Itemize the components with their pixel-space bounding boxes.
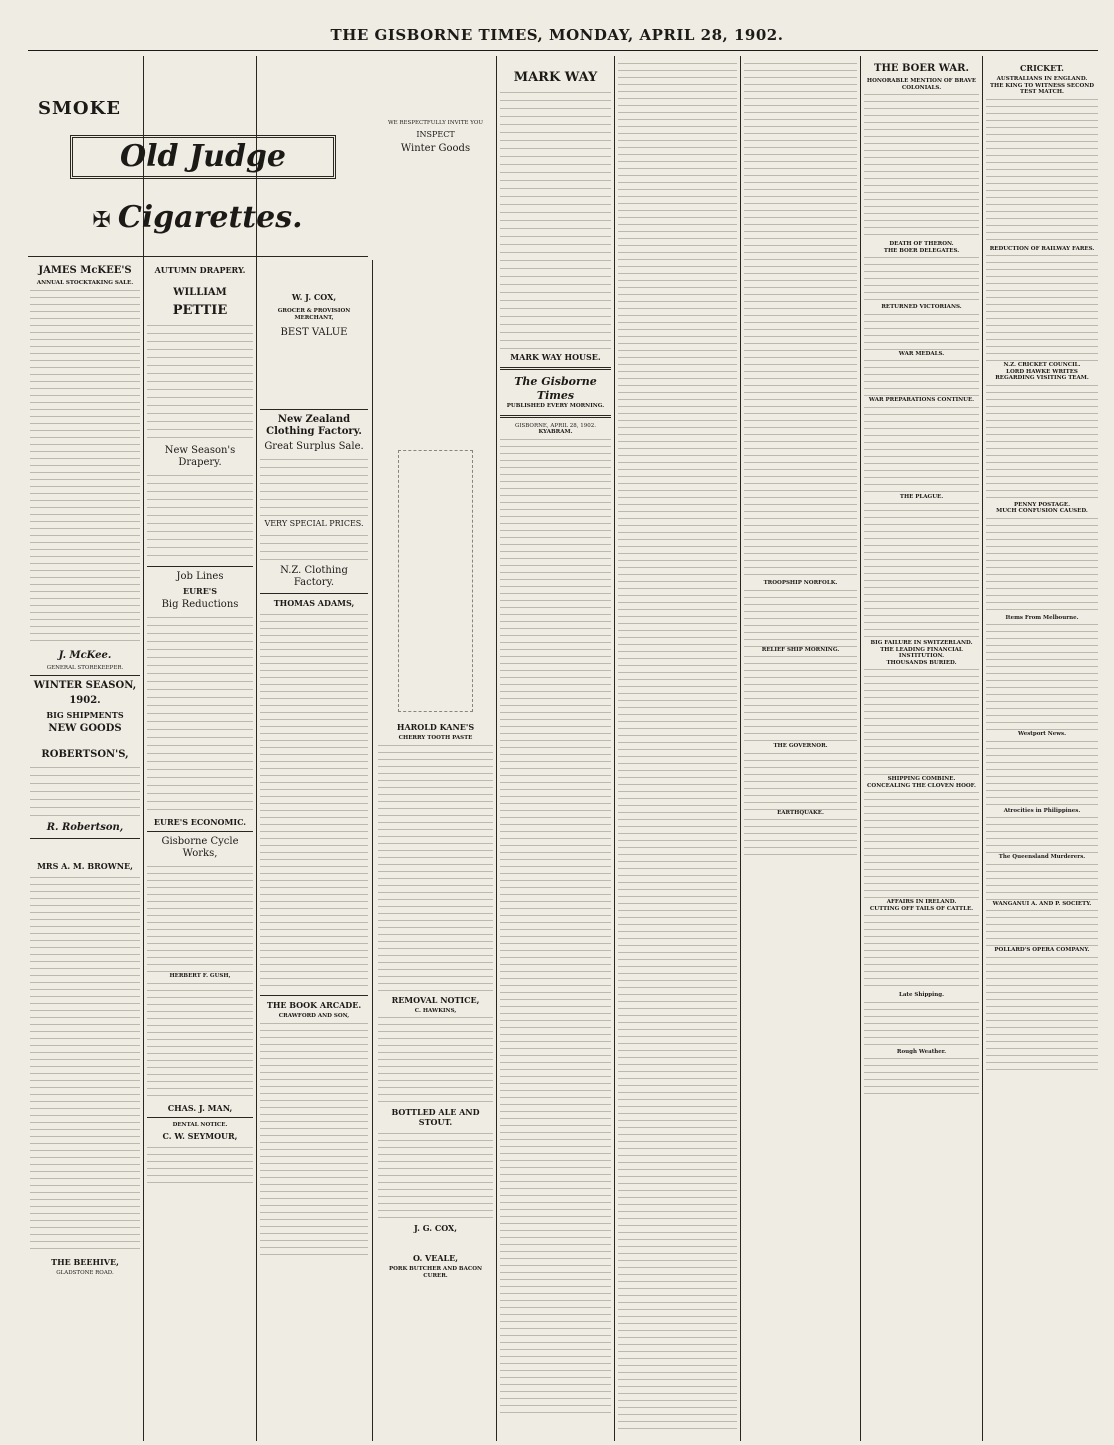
medals-body [864,357,979,397]
divider [147,566,253,567]
robertson-name: ROBERTSON'S, [41,749,129,760]
westport-body [986,738,1098,808]
book-arcade: THE BOOK ARCADE. [266,1000,362,1010]
new-goods: NEW GOODS [48,723,122,734]
mckee-signature: J. McKee. [58,649,112,661]
thousands-buried: THOUSANDS BURIED. [886,659,957,666]
nz-clothing-factory-2: N.Z. Clothing Factory. [280,565,348,588]
column-5 [500,60,611,1435]
kane-body [378,742,493,992]
queensland-body [986,861,1098,901]
great-surplus-sale: Great Surplus Sale. [264,441,364,452]
mckee-role: GENERAL STOREKEEPER. [46,664,124,671]
death-theron: DEATH OF THERON. [889,241,954,247]
seymour-name: C. W. SEYMOUR, [162,1131,238,1141]
divider [500,367,611,370]
new-seasons-drapery: New Season's Drapery. [164,445,236,468]
penny-postage: PENNY POSTAGE. [1014,501,1070,508]
column-divider [496,56,497,1441]
column-divider [256,56,257,1441]
cutting-tails: CUTTING OFF TAILS OF CATTLE. [869,905,974,912]
late-shipping: Late Shipping. [899,992,944,998]
cricket-body [986,96,1098,246]
boer-delegates: THE BOER DELEGATES. [883,247,960,254]
failure-body [864,666,979,776]
column-6 [618,60,737,1435]
column-divider [372,260,373,1441]
adams-body [260,611,368,991]
railway-body [986,252,1098,362]
divider [147,831,253,832]
pettie-last-name: PETTIE [172,303,228,318]
thomas-adams: THOMAS ADAMS, [273,598,355,608]
article-head: KYABRAM. [538,429,573,435]
gisborne-cycle-works: Gisborne Cycle Works, [161,836,239,859]
advert-rule [28,256,368,257]
mckee-title: JAMES McKEE'S [38,265,132,276]
big-reductions: Big Reductions [161,599,239,610]
lord-hawke: LORD HAWKE WRITES REGARDING VISITING TEAM. [995,368,1089,381]
column-7 [744,60,857,1435]
cycle-body [147,863,253,973]
wanganui-society: WANGANUI A. AND P. SOCIETY. [992,900,1092,907]
removal-notice: REMOVAL NOTICE, [391,994,480,1005]
relief-body [744,653,857,743]
king-witness: THE KING TO WITNESS SECOND TEST MATCH. [989,82,1095,95]
column-3 [260,262,368,1437]
published-every-morning: PUBLISHED EVERY MORNING. [506,403,605,409]
divider [260,995,368,996]
pollard-body [986,954,1098,1074]
butcher-role: PORK BUTCHER AND BACON CURER. [388,1266,483,1279]
surplus-body [260,456,368,516]
surplus-body-2 [260,532,368,562]
pettie-body-2 [147,472,253,562]
boer-war-title: THE BOER WAR. [874,63,969,74]
masthead-title: THE GISBORNE TIMES, MONDAY, APRIL 28, 1902. [330,26,784,44]
mark-way-title: MARK WAY [513,70,598,85]
mckee-subtitle: ANNUAL STOCKTAKING SALE. [36,280,134,286]
kane-product: CHERRY TOOTH PASTE [398,735,473,741]
column-divider [982,56,983,1441]
old-judge-brand: Old Judge [120,139,286,174]
column-8 [864,60,979,1435]
column-1 [30,262,140,1437]
cox-dentist: J. G. COX, [413,1223,458,1233]
pollard-opera: POLLARD'S OPERA COMPANY. [994,947,1090,953]
leading-financial: THE LEADING FINANCIAL INSTITUTION. [880,646,963,659]
ornament-icon: ✠ [92,208,118,233]
gush-name: HERBERT F. GUSH, [169,973,231,979]
dental-notice: DENTAL NOTICE. [172,1121,228,1128]
earthquake-body [744,816,857,856]
troopship-heading: TROOPSHIP NORFOLK. [763,580,838,586]
chas-name: CHAS. J. MAN, [167,1102,233,1113]
relief-ship-heading: RELIEF SHIP MORNING. [761,646,840,653]
column-divider [740,56,741,1441]
preparations-body [864,404,979,494]
crawford-name: CRAWFORD AND SON, [278,1013,350,1019]
cox-role: GROCER & PROVISION MERCHANT, [277,308,351,321]
hawkins-name: C. HAWKINS, [414,1007,457,1014]
governor-heading: THE GOVERNOR. [773,743,828,749]
eures-economic: EURE'S ECONOMIC. [153,817,247,827]
divider [500,415,611,418]
cox-name: W. J. COX, [291,292,337,302]
masthead-rule [28,50,1098,51]
beehive-body [30,874,140,1254]
war-medals: WAR MEDALS. [898,350,945,357]
veale-name: O. VEALE, [412,1253,459,1263]
news-body [618,60,737,1430]
railway-fares: REDUCTION OF RAILWAY FARES. [989,245,1095,252]
weather-body [864,1055,979,1095]
hawke-body [986,382,1098,502]
hawkins-body [378,1014,493,1104]
gush-body [147,980,253,1100]
pettie-first-name: WILLIAM [173,287,227,298]
column-9 [986,60,1098,1435]
beehive-proprietor: MRS A. M. BROWNE, [37,861,133,871]
shipping-combine: SHIPPING COMBINE. [887,776,956,782]
bottled-ale: BOTTLED ALE AND STOUT. [391,1107,480,1127]
items-melbourne: Items From Melbourne. [1005,614,1079,621]
beehive-footer: THE BEEHIVE, [51,1257,119,1267]
cigarettes-heading [30,200,365,235]
boer-body [864,91,979,241]
smoke-heading: SMOKE [38,98,121,119]
column-divider [860,56,861,1441]
mckee-body [30,287,140,647]
best-value: BEST VALUE [280,327,348,338]
old-judge-box [70,135,336,179]
postage-body [986,515,1098,615]
victorians-body [864,311,979,351]
plague-heading: THE PLAGUE. [899,493,944,500]
inspect-heading: INSPECT [416,129,455,139]
eures-body [147,614,253,814]
paper-masthead: The Gisborne Times [514,375,597,402]
robertson-body [30,764,140,819]
westport-news: Westport News. [1017,731,1066,737]
philippines-body [986,814,1098,854]
wanganui-body [986,907,1098,947]
war-preparations: WAR PREPARATIONS CONTINUE. [868,397,975,403]
pettie-body [147,322,253,442]
divider [260,409,368,410]
cigarettes-brand: Cigarettes. [117,200,303,235]
ireland-body [864,912,979,992]
delegates-body [864,254,979,304]
winter-goods: Winter Goods [400,142,471,154]
big-shipments: BIG SHIPMENTS [46,710,124,720]
australians-england: AUSTRALIANS IN ENGLAND. [996,76,1088,82]
column-divider [143,56,144,1441]
job-lines: Job Lines [176,571,224,582]
honourable-mention: HONORABLE MENTION OF BRAVE COLONIALS. [866,78,977,91]
melbourne-body [986,621,1098,731]
divider [147,1117,253,1118]
divider [30,838,140,839]
shipping-body [864,999,979,1049]
column-2 [147,262,253,1437]
combine-body [864,789,979,899]
autumn-drapery-title: AUTUMN DRAPERY. [154,265,246,275]
nz-cricket-council: N.Z. CRICKET COUNCIL. [1003,362,1081,368]
beehive-address: GLADSTONE ROAD. [56,1270,114,1276]
very-special-prices: VERY SPECIAL PRICES. [264,519,364,528]
column-divider [614,56,615,1441]
mark-way-body [500,89,611,349]
divider [30,675,140,676]
returned-victorians: RETURNED VICTORIANS. [881,304,962,310]
mark-way-house: MARK WAY HOUSE. [510,352,601,362]
cricket-heading: CRICKET. [1020,63,1064,73]
inspect-invite: WE RESPECTFULLY INVITE YOU [387,120,484,126]
winter-season-year: 1902. [69,695,101,706]
kane-name: HAROLD KANE'S [396,722,475,732]
troopship-body [744,587,857,647]
divider [260,593,368,594]
column-4 [378,440,493,1437]
bottled-body [378,1130,493,1220]
rough-weather: Rough Weather. [896,1048,947,1055]
inspect-advert [378,60,493,440]
affairs-ireland: AFFAIRS IN IRELAND. [886,899,957,905]
earthquake-heading: EARTHQUAKE. [777,809,824,816]
cloven-hoof: CONCEALING THE CLOVEN HOOF. [867,782,976,789]
editorial-body [500,436,611,1416]
old-judge-advert [30,60,365,255]
confusion: MUCH CONFUSION CAUSED. [996,508,1088,514]
big-failure: BIG FAILURE IN SWITZERLAND. [870,640,973,646]
eures-heading: EURE'S [182,586,218,596]
queensland-murderers: The Queensland Murderers. [998,854,1086,860]
news-body-2 [744,60,857,580]
dateline: GISBORNE, APRIL 28, 1902. [514,422,597,429]
nz-clothing-factory: New Zealand Clothing Factory. [266,414,362,437]
crawford-body [260,1020,368,1260]
plague-body [864,500,979,640]
governor-body [744,750,857,810]
fancy-advert-graphic [398,450,473,712]
philippines: Atrocities in Philippines. [1003,807,1081,814]
seymour-body [147,1144,253,1184]
winter-season-title: WINTER SEASON, [33,680,137,691]
robertson-signature: R. Robertson, [46,822,124,833]
